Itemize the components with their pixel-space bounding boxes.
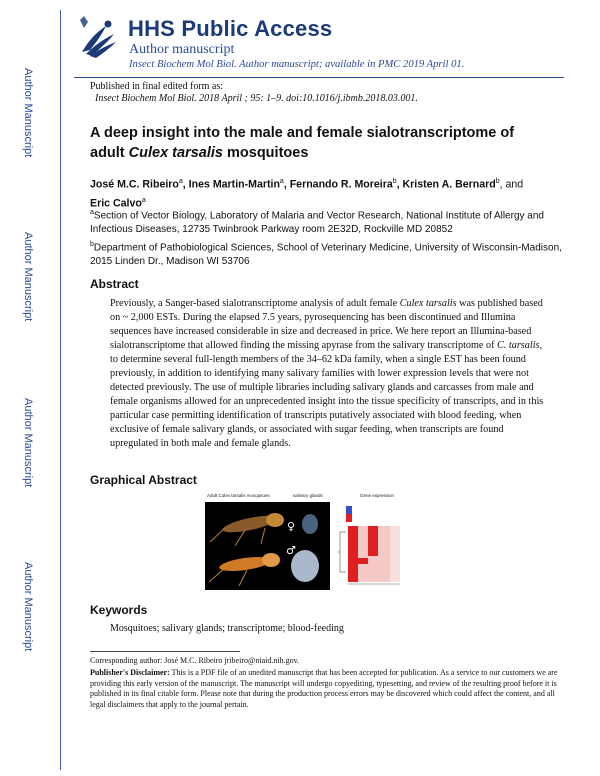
published-citation: Insect Biochem Mol Biol. 2018 April ; 95: 1–9. doi:10.1016/j.ibmb.2018.03.001. bbox=[95, 93, 418, 104]
hhs-logo bbox=[76, 12, 120, 60]
publisher-disclaimer: Publisher's Disclaimer: This is a PDF file of an unedited manuscript that has been accepted for publication. As a service to our customers we are providing this early version of the manuscript. The manuscript will undergo copyediting, typesetting, and review of the resulting proof before it is published in its final citable form. Please note that during the production process errors may be discovered which could affect the content, and all legal disclaimers that apply to the journal pertain. bbox=[90, 668, 558, 709]
corresponding-author: Corresponding author: José M.C. Ribeiro jribeiro@niaid.nih.gov. bbox=[90, 656, 300, 665]
paper-title: A deep insight into the male and female sialotranscriptome of adult Culex tarsalis mosquitoes bbox=[90, 125, 515, 161]
sidebar-label: Author Manuscript bbox=[22, 232, 34, 322]
sidebar-divider bbox=[60, 10, 61, 770]
sidebar-label: Author Manuscript bbox=[22, 562, 34, 652]
sidebar-label: Author Manuscript bbox=[22, 68, 34, 158]
affiliation-b: $^b$Department of Pathobiological Sciences, School of Veterinary Medicine, University of Wisconsin-Madison, 2015 Linden Dr., Madison WI 53706 bbox=[90, 241, 562, 268]
female-symbol-icon: ♀ bbox=[287, 520, 296, 533]
manuscript-label: Author manuscript bbox=[129, 42, 235, 57]
hhs-eagle-icon bbox=[76, 12, 120, 60]
hhs-title: HHS Public Access bbox=[128, 16, 333, 41]
male-symbol-icon: ♂ bbox=[286, 544, 296, 557]
author-list: José M.C. Ribeiro$^a$, Ines Martin-Martin$^a$, Fernando R. Moreira$^b$, Kristen A. Bernard$^b$, and Eric Calvo$^a$ bbox=[90, 178, 524, 210]
sidebar-label: Author Manuscript bbox=[22, 398, 34, 488]
ga-label-mosquitoes: Adult Culex tarsalis mosquitoes bbox=[207, 493, 270, 498]
abstract-heading: Abstract bbox=[90, 277, 139, 291]
ga-label-salivary: salivary glands bbox=[293, 493, 323, 498]
footnote-divider bbox=[90, 651, 240, 652]
keywords-text: Mosquitoes; salivary glands; transcriptome; blood-feeding bbox=[110, 623, 344, 634]
graphical-abstract-heading: Graphical Abstract bbox=[90, 473, 197, 487]
heatmap-figure bbox=[336, 502, 412, 588]
published-label: Published in final edited form as: bbox=[90, 81, 224, 92]
heatmap-icon bbox=[336, 502, 412, 588]
graphical-abstract-image bbox=[205, 502, 330, 590]
ga-label-expression: Gene expression bbox=[360, 493, 395, 498]
abstract-text: Previously, a Sanger-based sialotranscriptome analysis of adult female Culex tarsalis was published based on ~ 2,000 ESTs. During the elapsed 7.5 years, pyrosequencing has been discontinued and Illumina sequences have increased considerable in size and decreased in price. We here report an Illumina-based sialotranscriptome that allowed finding the missing apyrase from the salivary transcriptome of C. tarsalis, to determine several full-length members of the 34–62 kDa family, when a single EST has been found previously, in addition to identifying many salivary families with lower expression levels that were not detected previously. The use of multiple libraries including salivary glands and carcasses from male and female organisms allowed for an unprecedented insight into the tissue specificity of transcripts, and in this particular case permitting identification of transcripts putatively associated with blood feeding, when exclusive of female salivary glands, or associated with sugar feeding, when transcripts are found upregulated in both male and female glands. bbox=[110, 298, 544, 450]
header-divider bbox=[74, 77, 564, 78]
keywords-heading: Keywords bbox=[90, 603, 148, 617]
affiliation-a: $^a$Section of Vector Biology, Laboratory of Malaria and Vector Research, National Institute of Allergy and Infectious Diseases, 12735 Twinbrook Parkway room 2E32D, Rockville MD 20852 bbox=[90, 209, 544, 236]
mosquito-photo-icon bbox=[205, 502, 330, 590]
pmc-citation: Insect Biochem Mol Biol. Author manuscript; available in PMC 2019 April 01. bbox=[129, 59, 465, 70]
